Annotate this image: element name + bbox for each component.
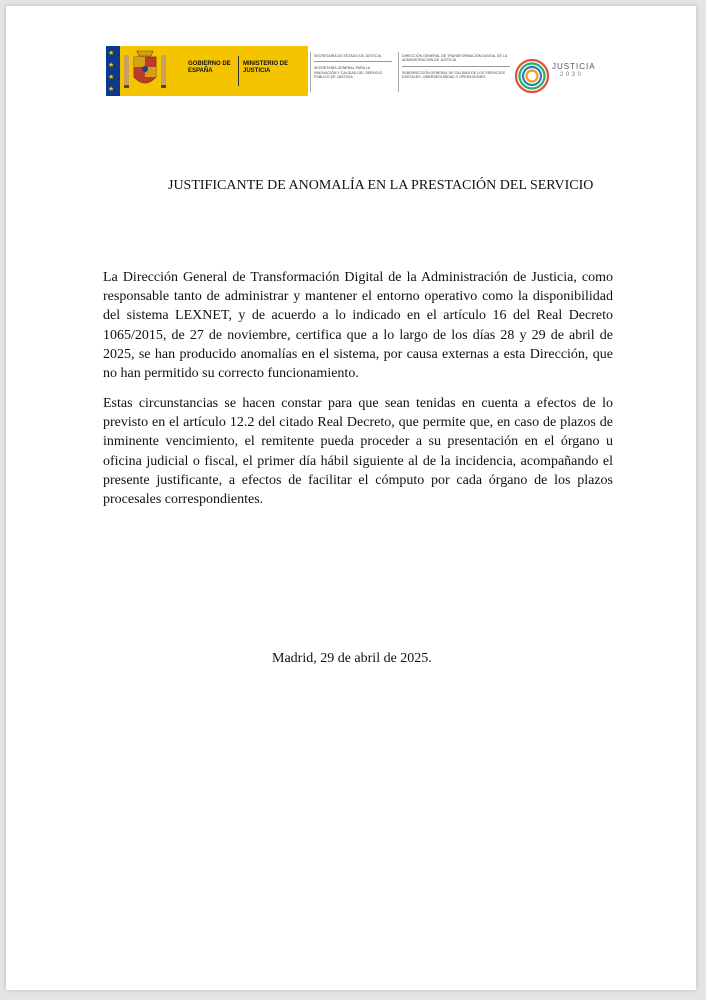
secretaria-column xyxy=(314,54,392,80)
coat-of-arms-icon xyxy=(122,49,168,93)
logo-divider xyxy=(238,56,239,86)
subdireccion-general-label: SUBDIRECCIÓN GENERAL DE CALIDAD DE LOS SERVICIOS DIGITALES, CIBERSEGURIDAD Y OPERACIONES xyxy=(402,70,505,80)
star-icon: ★ xyxy=(108,73,115,81)
secretaria-general-label: SECRETARÍA GENERAL PARA LA INNOVACIÓN Y CALIDAD DEL SERVICIO PÚBLICO DE JUSTICIA xyxy=(314,66,383,80)
document-title: JUSTIFICANTE DE ANOMALÍA EN LA PRESTACIÓN DEL SERVICIO xyxy=(168,178,594,193)
justicia-2030-logo-icon xyxy=(514,58,550,94)
column-divider xyxy=(398,52,399,92)
direccion-general-label: DIRECCIÓN GENERAL DE TRANSFORMACIÓN DIGITAL DE LA ADMINISTRACIÓN DE JUSTICIA xyxy=(402,54,510,67)
star-icon: ★ xyxy=(108,85,115,93)
column-divider xyxy=(310,52,311,92)
ministry-label: MINISTERIO DE JUSTICIA xyxy=(243,61,289,74)
paragraph-1: La Dirección General de Transformación Digital de la Administración de Justicia, como responsable tanto de administrar y mantener el entorno operativo como la disponibilidad del sistema LEXNET, y de acuerdo a lo indicado en el artículo 16 del Real Decreto 1065/2015, de 27 de noviembre, certifica que a lo largo de los días 28 y 29 de abril de 2025, se han producido anomalías en el sistema, por causa externas a esta Dirección, que no han permitido su correcto funcionamiento. xyxy=(103,270,613,382)
justicia-logo-year: 2030 xyxy=(560,72,584,78)
star-icon: ★ xyxy=(108,49,115,57)
government-logo-block xyxy=(106,46,308,96)
star-icon: ★ xyxy=(108,61,115,69)
document-page xyxy=(6,6,696,990)
secretaria-estado-label: SECRETARÍA DE ESTADO DE JUSTICIA xyxy=(314,54,392,62)
closing-date: Madrid, 29 de abril de 2025. xyxy=(272,651,432,666)
gov-label: GOBIERNO DE ESPAÑA xyxy=(188,61,231,74)
letterhead xyxy=(106,46,611,104)
paragraph-2: Estas circunstancias se hacen constar para que sean tenidas en cuenta a efectos de lo previsto en el artículo 12.2 del citado Real Decreto, que permite que, en caso de plazos de inminente vencimiento, el remitente pueda proceder a su presentación en el órgano u oficina judicial o fiscal, el primer día hábil siguiente al de la incidencia, acompañando el presente justificante, a efectos de facilitar el cómputo por cada órgano de los plazos procesales correspondientes. xyxy=(103,396,613,508)
direccion-column xyxy=(402,54,510,80)
justicia-logo-text: JUSTICIA xyxy=(552,62,596,71)
eu-flag-strip xyxy=(106,46,120,96)
